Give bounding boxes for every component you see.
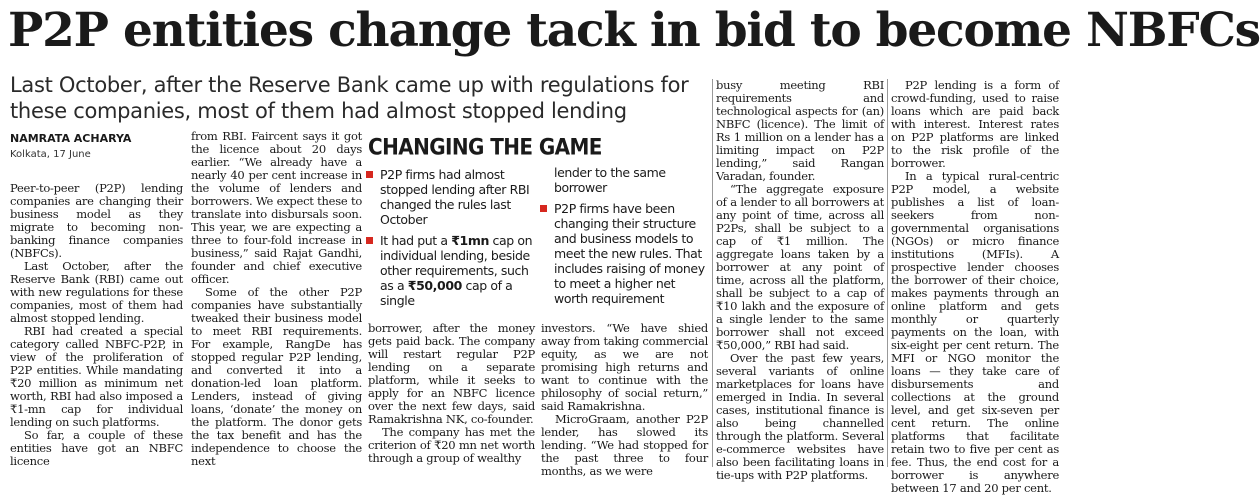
paragraph: Over the past few years, several variants of online marketplaces for loans have emerged in India. In several cases, institutional finance is also being channelled through the platform. Several e-commerce websites have also been facilitating loans in tie-ups with P2P platforms. [716,351,884,482]
article-column-3 [368,322,535,465]
bullet-square-icon [366,237,373,244]
factbox-column-right [540,165,708,312]
factbox-bullet-text: P2P firms had almost stopped lending after RBI changed the rules last October [380,167,530,227]
factbox [366,133,708,316]
factbox-bullet-continuation: lender to the same borrower [554,165,666,195]
bullet-square-icon [366,171,373,178]
article-column-1 [10,182,183,468]
column-rule [712,79,713,467]
factbox-bullet-text: P2P firms have been changing their structure and business models to meet the new rules. That includes raising of money to meet a higher net worth requirement [554,201,705,306]
factbox-column-left [366,167,534,314]
article-column-5 [716,79,884,482]
paragraph: RBI had created a special category called NBFC-P2P, in view of the proliferation of P2P entities. While mandating ₹20 million as minimum net worth, RBI had also imposed a ₹1-mn cap for individual lending on such platforms. [10,324,183,429]
article-column-6 [891,79,1059,495]
factbox-bullet-text: cap on individual lending, beside other requirements, such as a [380,233,533,293]
factbox-bold-amount: ₹50,000 [407,278,462,293]
paragraph: MicroGraam, another P2P lender, has slowed its lending. “We had stopped for the past three to four months, as we were [541,412,708,478]
bullet-square-icon [540,205,547,212]
paragraph: from RBI. Faircent says it got the licence about 20 days earlier. “We already have a nearly 40 per cent increase in the volume of lenders and borrowers. We expect these to translate into disbursals soon. This year, we are expecting a three to four-fold increase in business,” said Rajat Gandhi, founder and chief executive officer. [191,129,362,286]
deck: Last October, after the Reserve Bank came up with regulations for these companies, most of them had almost stopped lending [10,73,689,123]
factbox-bold-amount: ₹1mn [451,233,489,248]
paragraph: The company has met the criterion of ₹20 mn net worth through a group of wealthy [368,425,535,465]
byline-dateline: Kolkata, 17 June [10,149,91,160]
article-column-2 [191,130,362,468]
column-rule [887,79,888,467]
factbox-bullet [366,167,534,227]
article-column-4 [541,322,708,478]
factbox-bullet [366,233,534,308]
paragraph: In a typical rural-centric P2P model, a website publishes a list of loan-seekers from non-governmental organisations (NGOs) or micro finance institutions (MFIs). A prospective lender chooses the borrower of their choice, makes payments through an online platform and gets monthly or quarterly payments on the loan, with six-eight per cent return. The MFI or NGO monitor the loans — they take care of disbursements and collections at the ground level, and get six-seven per cent return. The online platforms that facilitate retain two to five per cent as fee. Thus, the end cost for a borrower is anywhere between 17 and 20 per cent. [891,169,1059,495]
paragraph: borrower, after the money gets paid back. The company will restart regular P2P lending on a separate platform, while it seeks to apply for an NBFC licence over the next few days, said Ramakrishna NK, co-founder. [368,321,535,426]
paragraph: “The aggregate exposure of a lender to all borrowers at any point of time, across all P2Ps, shall be subject to a cap of ₹1 million. The aggregate loans taken by a borrower at any point of time, across all the platform, shall be subject to a cap of ₹10 lakh and the exposure of a single lender to the same borrower shall not exceed ₹50,000,” RBI had said. [716,182,884,352]
factbox-bullet-text: It had put a [380,233,452,248]
paragraph: busy meeting RBI requirements and technological aspects for (an) NBFC (licence). The limit of Rs 1 million on a lender has a limiting impact on P2P lending,” said Rangan Varadan, founder. [716,78,884,183]
factbox-bullet [540,201,708,306]
byline-author: NAMRATA ACHARYA [10,132,132,145]
paragraph: Some of the other P2P companies have substantially tweaked their business model to meet RBI requirements. For example, RangDe has stopped regular P2P lending, and converted it into a donation-led loan platform. Lenders, instead of giving loans, ‘donate’ the money on the platform. The donor gets the tax benefit and has the independence to choose the next [191,285,362,468]
paragraph: Peer-to-peer (P2P) lending companies are changing their business model as they migrate to becoming non-banking finance companies (NBFCs). [10,181,183,260]
paragraph: So far, a couple of these entities have got an NBFC licence [10,428,183,468]
factbox-bullet-text: cap of a single [380,278,513,308]
paragraph: investors. “We have shied away from taking commercial equity, as we are not promising high returns and want to continue with the philosophy of social return,” said Ramakrishna. [541,321,708,413]
factbox-title: CHANGING THE GAME [368,133,602,160]
paragraph: P2P lending is a form of crowd-funding, used to raise loans which are paid back with interest. Interest rates on P2P platforms are linked to the risk profile of the borrower. [891,78,1059,170]
paragraph: Last October, after the Reserve Bank (RBI) came out with new regulations for these companies, most of them had almost stopped lending. [10,259,183,325]
headline: P2P entities change tack in bid to become NBFCs [8,3,1260,58]
